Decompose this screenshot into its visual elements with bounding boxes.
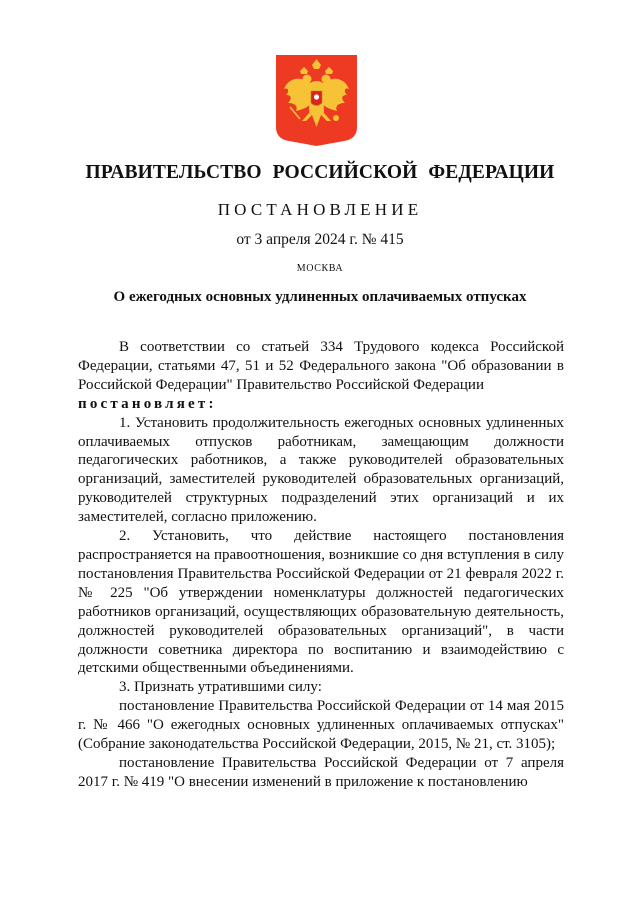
preamble-paragraph: В соответствии со статьей 334 Трудового кодекса Российской Федерации, статьями 47, 51 и 52 Федерального закона "Об образовании в Российской Федерации" Правительство Российской Федерации [78, 339, 564, 393]
government-title: ПРАВИТЕЛЬСТВО РОССИЙСКОЙ ФЕДЕРАЦИИ [85, 162, 555, 183]
item-3a-paragraph: постановление Правительства Российской Федерации от 14 мая 2015 г. № 466 "О ежегодных основных удлиненных оплачиваемых отпусках" (Собрание законодательства Российской Федерации, 2015, № 21, ст. 3105); [78, 698, 564, 753]
decides-word: постановляет: [78, 395, 217, 412]
document-subject: О ежегодных основных удлиненных оплачиваемых отпусках [113, 289, 527, 305]
document-type: ПОСТАНОВЛЕНИЕ [217, 200, 423, 219]
document-date-number: от 3 апреля 2024 г. № 415 [236, 231, 404, 248]
item-3b-paragraph: постановление Правительства Российской Федерации от 7 апреля 2017 г. № 419 "О внесении изменений в приложение к постановлению [78, 754, 564, 790]
document-city: МОСКВА [296, 263, 344, 274]
item-2-paragraph: 2. Установить, что действие настоящего постановления распространяется на правоотношения, возникшие со дня вступления в силу постановления Правительства Российской Федерации от 21 февраля 2022 г. № 225 "Об утверждении номенклатуры должностей педагогических работников организаций, осуществляющих образовательную деятельность, должностей руководителей образовательных организаций", в части должности советника директора по воспитанию и взаимодействию с детскими общественными объединениями. [78, 528, 564, 677]
item-1-paragraph: 1. Установить продолжительность ежегодных основных удлиненных оплачиваемых отпусков работникам, замещающим должности педагогических работников, а также руководителей образовательных организаций, заместителей руководителей образовательных организаций, руководителей структурных подразделений этих организаций и их заместителей, согласно приложению. [78, 414, 564, 526]
russian-coat-of-arms-icon [276, 55, 357, 146]
decides-paragraph [78, 395, 564, 414]
document-body [78, 338, 564, 792]
item-3-paragraph: 3. Признать утратившими силу: [119, 679, 322, 696]
